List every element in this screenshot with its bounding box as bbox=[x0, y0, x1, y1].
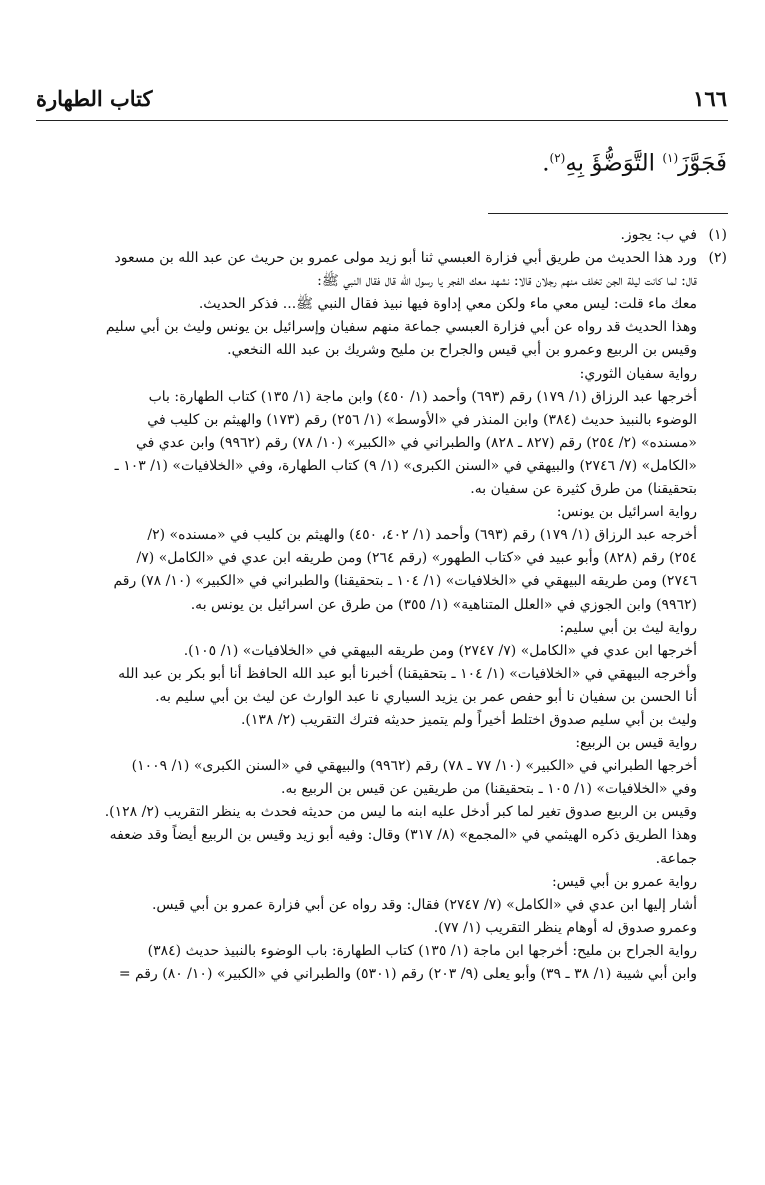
section-heading: رواية اسرائيل بن يونس: bbox=[556, 504, 697, 521]
footnote-line: وليث بن أبي سليم صدوق اختلط أخيراً ولم يتميز حديثه فترك التقريب (٢/ ١٣٨). bbox=[240, 711, 697, 728]
book-title: كتاب الطهارة bbox=[36, 86, 153, 111]
footnote-line: وهذا الطريق ذكره الهيثمي في «المجمع» (٨/ ٣١٧) وقال: وفيه أبو زيد وقيس بن الربيع أيضاً وقد ضعفه bbox=[109, 827, 697, 844]
page-number: ١٦٦ bbox=[693, 86, 727, 111]
main-word-2: التَّوَضُّؤَ بِهِ bbox=[565, 150, 656, 177]
main-text bbox=[37, 138, 727, 184]
footnotes bbox=[36, 224, 727, 986]
footnote-line: وابن أبي شيبة (١/ ٣٨ ـ ٣٩) وأبو يعلى (٩/ ٢٠٣) رقم (٥٣٠١) والطبراني في «الكبير» (١٠/ ٨٠) رقم = bbox=[118, 966, 697, 982]
footnote-line: معك ماء قلت: ليس معي ماء ولكن معي إداوة فيها نبيذ فقال النبي ﷺ... فذكر الحديث. bbox=[198, 296, 697, 313]
footnote-line: وقيس بن الربيع صدوق تغير لما كبر أدخل عليه ابنه ما ليس من حديثه فحدث به ينظر التقريب (٢/ ١٢٨). bbox=[104, 804, 697, 821]
main-word-1: فَجَوَّزَ bbox=[678, 150, 727, 177]
footnote-line: (٩٩٦٢) وابن الجوزي في «العلل المتناهية» (١/ ٣٥٥) من طرق عن اسرائيل بن يونس به. bbox=[190, 596, 697, 613]
footnote-line: وقيس بن الربيع وعمرو بن أبي قيس والجراح بن مليح وشريك بن عبد الله النخعي. bbox=[227, 342, 697, 359]
footnote-line: وعمرو صدوق له أوهام ينظر التقريب (١/ ٧٧). bbox=[433, 919, 697, 936]
footnote-line: أشار إليها ابن عدي في «الكامل» (٧/ ٢٧٤٧) فقال: وقد رواه عن أبي فزارة عمرو بن أبي قيس. bbox=[151, 896, 697, 913]
footnote-line: جماعة. bbox=[655, 850, 697, 867]
footnote-number: (١) bbox=[708, 227, 727, 243]
footnote-line: وأخرجه البيهقي في «الخلافيات» (١/ ١٠٤ ـ بتحقيقنا) أخبرنا أبو عبد الله الحافظ أنا أبو بكر بن عبد الله bbox=[118, 665, 697, 682]
footnote-line: وفي «الخلافيات» (١/ ١٠٥ ـ بتحقيقنا) من طريقين عن قيس بن الربيع به. bbox=[281, 781, 697, 798]
footnote-line: أنا الحسن بن سفيان نا أبو حفص عمر بن يزيد السياري نا عبد الوارث عن ليث بن أبي سليم به. bbox=[155, 688, 697, 705]
section-heading: رواية عمرو بن أبي قيس: bbox=[551, 873, 697, 890]
section-heading: رواية سفيان الثوري: bbox=[579, 365, 697, 382]
header-rule bbox=[36, 120, 728, 121]
footnote-line: أخرجها عبد الرزاق (١/ ١٧٩) رقم (٦٩٣) وأحمد (١/ ٤٥٠) وابن ماجة (١/ ١٣٥) كتاب الطهارة: باب bbox=[148, 388, 697, 405]
footnote-line: قال: لما كانت ليلة الجن تخلف منهم رجلان قالا: نشهد معك الفجر يا رسول الله قال فقال النبي ﷺ: bbox=[317, 273, 697, 290]
footnote-line: في ب: يجوز. bbox=[620, 227, 697, 243]
section-heading: رواية قيس بن الربيع: bbox=[575, 735, 697, 752]
main-end: . bbox=[542, 150, 550, 177]
footnote-line: أخرجها ابن عدي في «الكامل» (٧/ ٢٧٤٧) ومن طريقه البيهقي في «الخلافيات» (١/ ١٠٥). bbox=[183, 642, 697, 659]
footnote-line: بتحقيقنا) من طرق كثيرة عن سفيان به. bbox=[470, 481, 697, 498]
footnote-line: رواية الجراح بن مليح: أخرجها ابن ماجة (١/ ١٣٥) كتاب الطهارة: باب الوضوء بالنبيذ حديث (٣٨٤) bbox=[147, 942, 697, 959]
footnote-line: أخرجها الطبراني في «الكبير» (١٠/ ٧٧ ـ ٧٨) رقم (٩٩٦٢) والبيهقي في «السنن الكبرى» (١/ ١٠٠٩) bbox=[131, 758, 697, 775]
page-header bbox=[36, 86, 729, 116]
footnote-ref-2[interactable]: (٢) bbox=[549, 151, 566, 165]
footnote-ref-1[interactable]: (١) bbox=[662, 151, 679, 165]
footnote-number: (٢) bbox=[708, 250, 727, 267]
footnote-line: ٢٥٤) رقم (٨٢٨) وأبو عبيد في «كتاب الطهور» (رقم ٢٦٤) ومن طريقه ابن عدي في «الكامل» (٧/ bbox=[136, 550, 697, 567]
footnote-line: ٢٧٤٦) ومن طريقه البيهقي في «الخلافيات» (١/ ١٠٤ ـ بتحقيقنا) والطبراني في «الكبير» (١٠/ ٧٨) رقم bbox=[113, 573, 697, 590]
footnote-line: «مسنده» (٢/ ٢٥٤) رقم (٨٢٧ ـ ٨٢٨) والطبراني في «الكبير» (١٠/ ٧٨) رقم (٩٩٦٢) وابن عدي في bbox=[135, 434, 697, 451]
section-heading: رواية ليث بن أبي سليم: bbox=[559, 619, 697, 636]
footnote-line: أخرجه عبد الرزاق (١/ ١٧٩) رقم (٦٩٣) وأحمد (١/ ٤٠٢، ٤٥٠) والهيثم بن كليب في «مسنده» (٢/ bbox=[147, 527, 697, 544]
footnote-2 bbox=[36, 247, 727, 986]
footnote-separator bbox=[488, 213, 728, 214]
footnote-line: وهذا الحديث قد رواه عن أبي فزارة العبسي جماعة منهم سفيان وإسرائيل بن يونس وليث بن أبي سليم bbox=[105, 319, 697, 336]
footnote-line: الوضوء بالنبيذ حديث (٣٨٤) وابن المنذر في «الأوسط» (١/ ٢٥٦) رقم (١٧٣) والهيثم بن كليب في bbox=[147, 411, 697, 428]
footnote-line: «الكامل» (٧/ ٢٧٤٦) والبيهقي في «السنن الكبرى» (١/ ٩) كتاب الطهارة، وفي «الخلافيات» (١/ ١٠٣ ـ bbox=[114, 457, 697, 474]
footnote-line: ورد هذا الحديث من طريق أبي فزارة العبسي ثنا أبو زيد مولى عمرو بن حريث عن عبد الله بن مسعود bbox=[114, 250, 697, 267]
footnote-1 bbox=[36, 224, 727, 247]
